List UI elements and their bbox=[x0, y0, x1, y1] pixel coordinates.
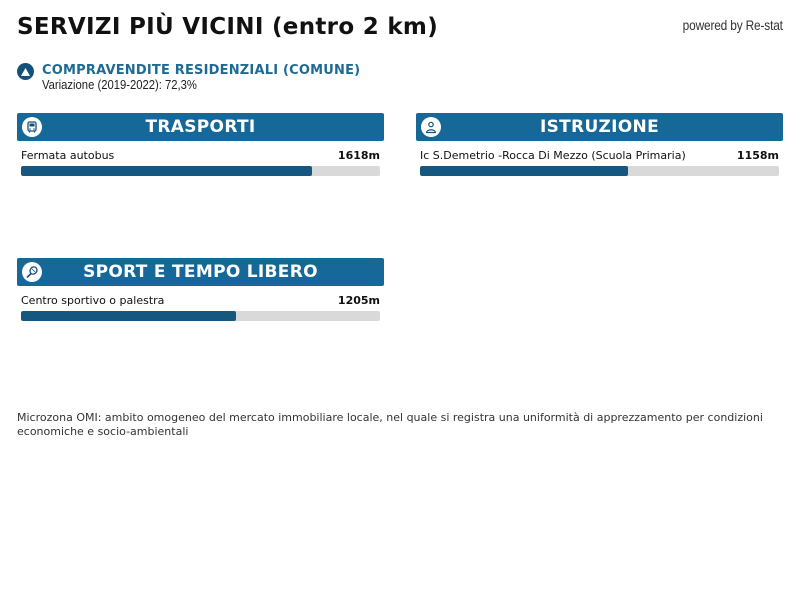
distance-bar-fill bbox=[21, 311, 236, 321]
card-header-sport bbox=[17, 258, 384, 286]
card-header-istruzione bbox=[416, 113, 783, 141]
card-trasporti bbox=[17, 113, 384, 176]
card-title: SPORT E TEMPO LIBERO bbox=[83, 262, 318, 282]
service-distance: 1205m bbox=[337, 294, 380, 307]
card-header-trasporti bbox=[17, 113, 384, 141]
tennis-icon bbox=[22, 262, 42, 282]
footnote: Microzona OMI: ambito omogeneo del mercato immobiliare locale, nel quale si registra una uniformità di apprezzamento per condizioni economiche e socio-ambientali bbox=[17, 411, 763, 438]
page-title: SERVIZI PIÙ VICINI (entro 2 km) bbox=[17, 14, 439, 40]
distance-bar bbox=[420, 166, 779, 176]
bus-icon bbox=[22, 117, 42, 137]
sales-title: COMPRAVENDITE RESIDENZIALI (COMUNE) bbox=[42, 63, 361, 78]
list-item bbox=[416, 149, 783, 162]
distance-bar-fill bbox=[420, 166, 628, 176]
distance-bar-fill bbox=[21, 166, 312, 176]
list-item bbox=[17, 149, 384, 162]
service-distance: 1618m bbox=[337, 149, 380, 162]
service-name: Fermata autobus bbox=[21, 149, 115, 162]
school-icon bbox=[421, 117, 441, 137]
card-title: TRASPORTI bbox=[145, 117, 256, 137]
sales-variation: Variazione (2019-2022): 72,3% bbox=[42, 78, 197, 92]
triangle-up-icon bbox=[17, 63, 34, 80]
service-distance: 1158m bbox=[736, 149, 779, 162]
list-item bbox=[17, 294, 384, 307]
card-sport bbox=[17, 258, 384, 321]
distance-bar bbox=[21, 166, 380, 176]
card-istruzione bbox=[416, 113, 783, 176]
service-name: Centro sportivo o palestra bbox=[21, 294, 165, 307]
service-name: Ic S.Demetrio -Rocca Di Mezzo (Scuola Primaria) bbox=[420, 149, 686, 162]
distance-bar bbox=[21, 311, 380, 321]
powered-by-label: powered by Re-stat bbox=[682, 17, 783, 33]
card-title: ISTRUZIONE bbox=[539, 117, 659, 137]
